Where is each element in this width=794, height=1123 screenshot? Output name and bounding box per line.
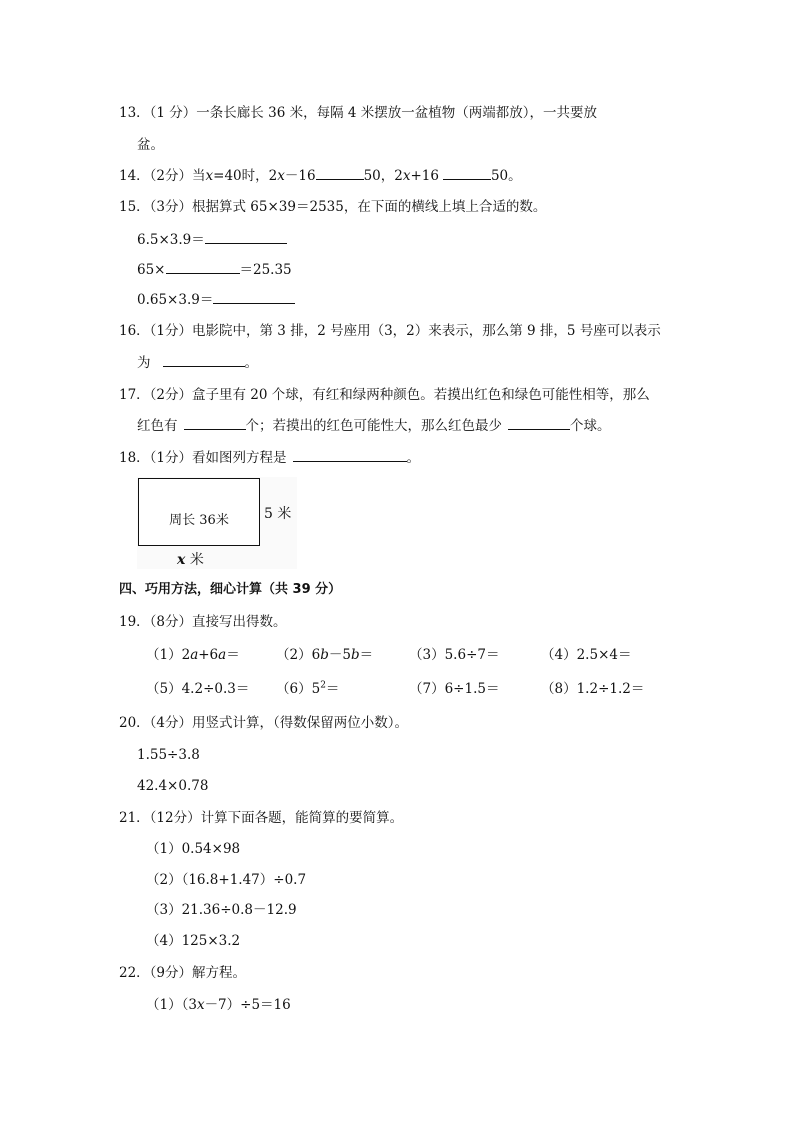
q20-item-1: 1.55÷3.8 — [137, 747, 200, 763]
q17-blank-1[interactable] — [184, 415, 246, 430]
q16-line1: 16．（1分）电影院中，第 3 排，2 号座用（3，2）来表示，那么第 9 排，5 号座可以表示 — [119, 323, 661, 339]
q19-item-8 — [541, 679, 644, 699]
q15-item3 — [137, 289, 295, 310]
q14-var-x: x — [205, 168, 214, 184]
q16-line2 — [137, 352, 258, 373]
q14-mid4: +16 — [410, 168, 439, 184]
q15-item2-post: ＝25.35 — [239, 262, 292, 278]
q19-item-4-text: 2.5×4＝ — [576, 647, 632, 663]
q19-item-3 — [409, 645, 499, 665]
q16-line2-post: 。 — [244, 355, 258, 371]
q14-end: 50。 — [490, 168, 522, 184]
q19-item-2-v2: b — [350, 647, 360, 663]
q18-blank[interactable] — [293, 447, 407, 462]
q17-line2 — [137, 415, 611, 436]
q19-item-2-v1: b — [320, 647, 329, 663]
rectangle-shape — [138, 478, 260, 546]
q21-item-3: （3）21.36÷0.8－12.9 — [146, 902, 297, 918]
q22-item-1-pre: （1）（3 — [146, 997, 197, 1013]
q17-line2-b: 个；若摸出的红色可能性大，那么红色最少 — [245, 418, 502, 434]
q19-item-2-c: ＝ — [359, 647, 374, 663]
q19-item-2 — [276, 645, 373, 665]
q15-blank-1[interactable] — [205, 229, 287, 244]
q19-stem: 19．（8分）直接写出得数。 — [119, 614, 287, 630]
q18-stem — [119, 447, 420, 468]
q21-item-4: （4）125×3.2 — [146, 933, 241, 949]
q19-item-2-a: 6 — [311, 647, 321, 663]
q19-item-2-label: （2） — [276, 647, 312, 663]
q20-stem: 20．（4分）用竖式计算，（得数保留两位小数）。 — [119, 715, 409, 731]
q17-line1: 17．（2分）盒子里有 20 个球，有红和绿两种颜色。若摸出红色和绿色可能性相等，那么 — [119, 387, 650, 403]
q19-item-1-label: （1） — [146, 647, 182, 663]
q21-item-1: （1）0.54×98 — [146, 841, 241, 857]
width-unit: 米 — [189, 552, 204, 568]
q19-item-6-base: 5 — [311, 681, 321, 697]
q19-item-3-text: 5.6÷7＝ — [444, 647, 500, 663]
q15-item2-pre: 65× — [137, 262, 166, 278]
q20-item-2: 42.4×0.78 — [137, 778, 209, 794]
q14-head: 14．（2分）当 — [119, 168, 206, 184]
q19-item-6-exp: 2 — [320, 680, 326, 691]
q19-item-2-b: －5 — [328, 647, 351, 663]
q22-item-1-var: x — [196, 997, 205, 1013]
q22-stem: 22．（9分）解方程。 — [119, 965, 247, 981]
q15-item2 — [137, 259, 292, 280]
q15-blank-2[interactable] — [166, 259, 240, 274]
q19-item-1 — [146, 645, 240, 665]
q15-blank-3[interactable] — [213, 289, 295, 304]
q21-item-2: （2）（16.8+1.47）÷0.7 — [146, 872, 307, 888]
width-label — [177, 549, 204, 569]
q14-mid1: =40时，2 — [213, 168, 278, 184]
q17-line2-a: 红色有 — [137, 418, 178, 434]
q17-blank-2[interactable] — [508, 415, 570, 430]
q19-item-5-label: （5） — [146, 681, 182, 697]
q15-item1 — [137, 229, 287, 250]
q14-mid2: －16 — [284, 168, 316, 184]
q19-item-3-label: （3） — [409, 647, 445, 663]
q19-item-6 — [276, 679, 339, 699]
q14-mid3: 50，2 — [363, 168, 403, 184]
q19-item-7-label: （7） — [409, 681, 445, 697]
height-label: 5 米 — [264, 506, 292, 522]
q19-item-6-label: （6） — [276, 681, 312, 697]
q22-item-1-post: －7）÷5＝16 — [204, 997, 291, 1013]
q16-blank[interactable] — [163, 352, 245, 367]
rectangle-figure — [137, 477, 297, 569]
q22-item-1 — [146, 995, 291, 1015]
q19-item-1-a: 2 — [181, 647, 191, 663]
q13-line1: 13．（1 分）一条长廊长 36 米，每隔 4 米摆放一盆植物（两端都放），一共要放 — [119, 105, 597, 121]
q19-item-1-c: ＝ — [226, 647, 240, 663]
q19-item-6-c: ＝ — [325, 681, 340, 697]
q19-item-8-label: （8） — [541, 681, 577, 697]
q15-stem: 15．（3分）根据算式 65×39＝2535，在下面的横线上填上合适的数。 — [119, 199, 547, 215]
q14-var-x3: x — [402, 168, 411, 184]
width-var: x — [177, 552, 186, 568]
q19-item-5 — [146, 679, 249, 699]
section-four-title: 四、巧用方法，细心计算（共 39 分） — [119, 582, 342, 597]
q13-line2: 盆。 — [137, 137, 164, 153]
q14-blank-1[interactable] — [316, 165, 364, 180]
q14-var-x2: x — [277, 168, 285, 184]
q19-item-8-text: 1.2÷1.2＝ — [576, 681, 645, 697]
q19-item-4 — [541, 645, 631, 665]
q19-item-4-label: （4） — [541, 647, 577, 663]
q19-item-1-b: +6 — [198, 647, 219, 663]
q18-stem-text: 18．（1分）看如图列方程是 — [119, 450, 287, 466]
q21-stem: 21．（12分）计算下面各题，能简算的要简算。 — [119, 810, 404, 826]
q19-item-7-text: 6÷1.5＝ — [444, 681, 500, 697]
q15-item3-text: 0.65×3.9＝ — [137, 292, 214, 308]
q14-line — [119, 165, 522, 186]
q19-item-1-v1: a — [190, 647, 199, 663]
perimeter-label: 周长 36米 — [169, 513, 229, 528]
q15-item1-text: 6.5×3.9＝ — [137, 232, 205, 248]
q19-item-1-v2: a — [218, 647, 227, 663]
q19-item-7 — [409, 679, 499, 699]
q16-line2-pre: 为 — [137, 355, 151, 371]
q14-blank-2[interactable] — [443, 165, 491, 180]
q19-item-5-text: 4.2÷0.3＝ — [181, 681, 250, 697]
q17-line2-c: 个球。 — [570, 418, 611, 434]
q18-end: 。 — [406, 450, 421, 466]
